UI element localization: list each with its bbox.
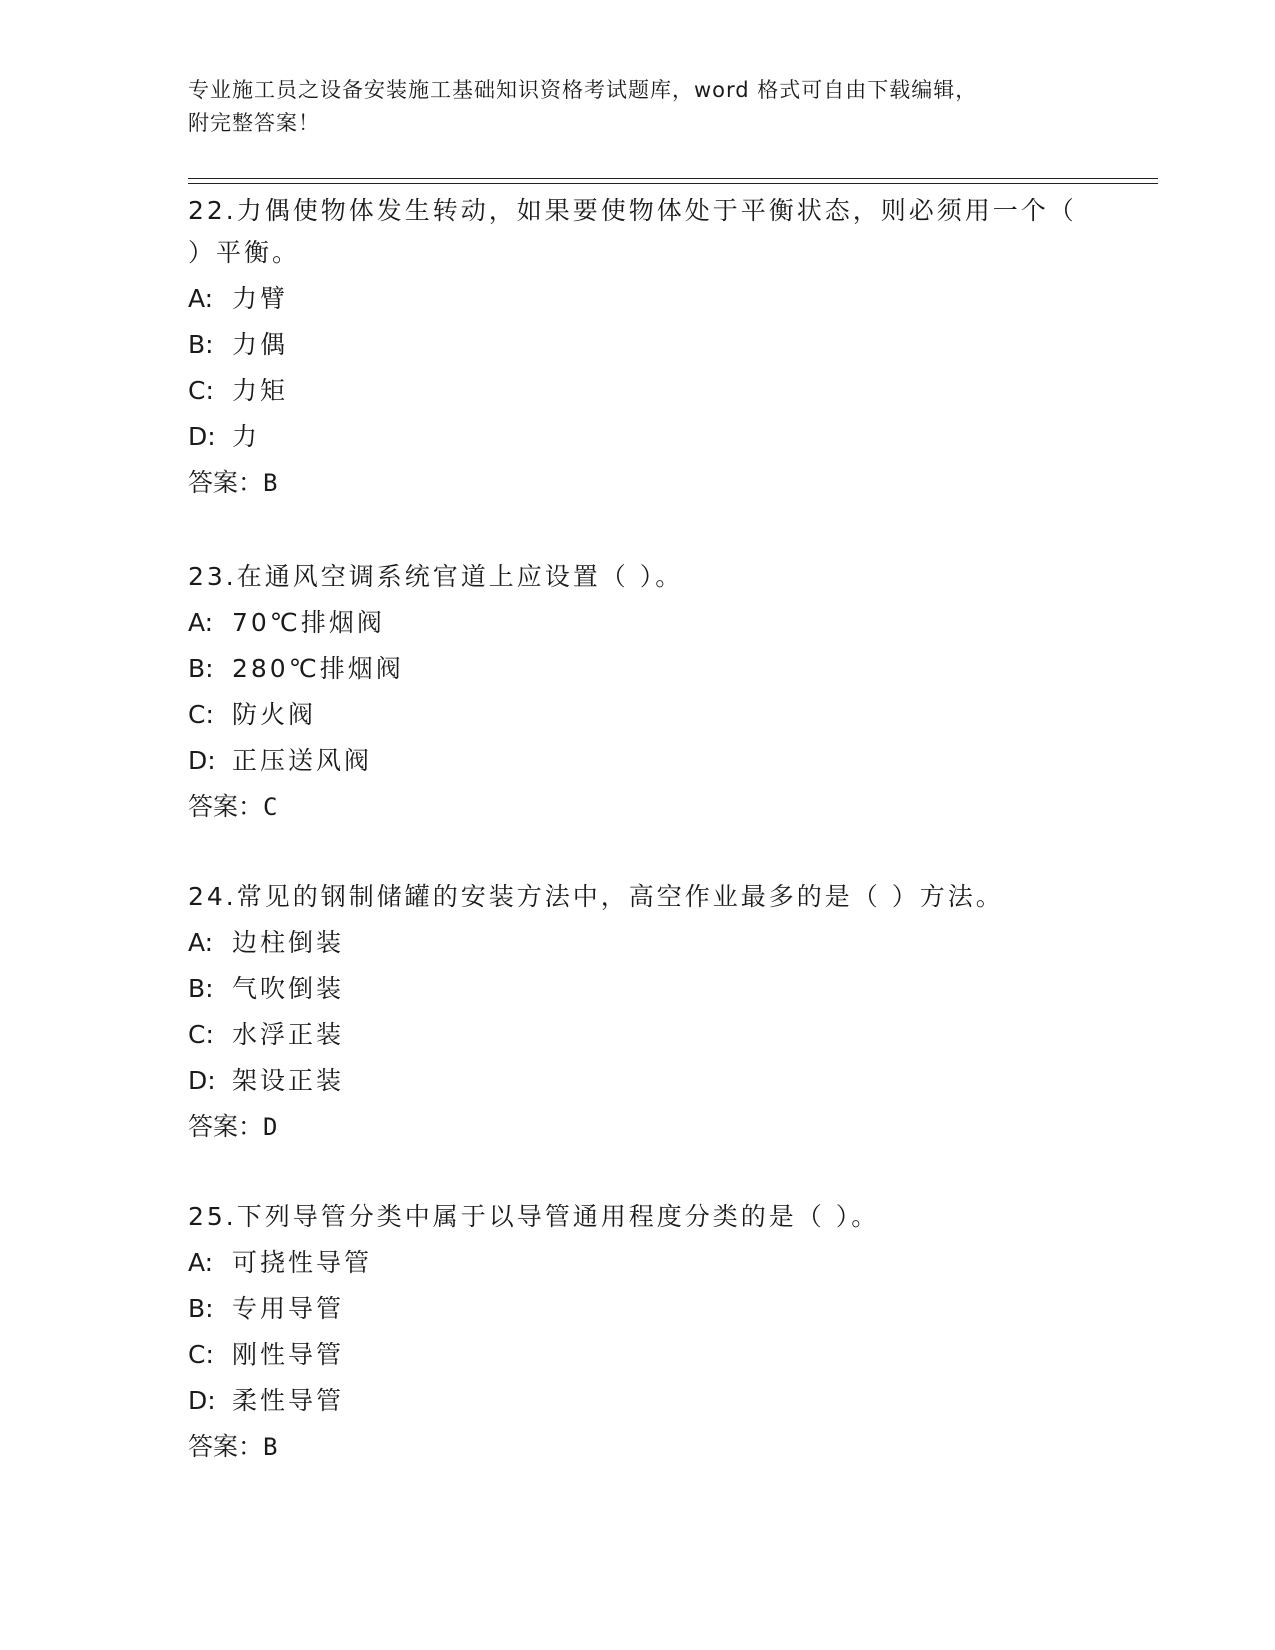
- option-c: [188, 1012, 1148, 1058]
- answer-label: 答案：: [188, 792, 264, 821]
- option-c: [188, 692, 1148, 738]
- question-24: [188, 876, 1148, 1150]
- option-key: A:: [188, 284, 214, 313]
- option-key: A:: [188, 608, 214, 637]
- option-key: C:: [188, 376, 214, 405]
- option-key: C:: [188, 700, 214, 729]
- question-stem: 22.力偶使物体发生转动，如果要使物体处于平衡状态，则必须用一个（ ）平衡。: [188, 196, 1077, 267]
- option-key: C:: [188, 1340, 214, 1369]
- option-b: [188, 1286, 1148, 1332]
- option-key: A:: [188, 928, 214, 957]
- option-text: 气吹倒装: [232, 974, 345, 1003]
- option-b: [188, 966, 1148, 1012]
- option-b: [188, 322, 1148, 368]
- option-text: 可挠性导管: [232, 1248, 373, 1277]
- answer-line: [188, 1104, 1148, 1150]
- option-key: B:: [188, 330, 214, 359]
- option-text: 刚性导管: [232, 1340, 345, 1369]
- option-text: 防火阀: [232, 700, 317, 729]
- option-key: D:: [188, 1386, 216, 1415]
- option-text: 力: [232, 422, 261, 451]
- answer-line: [188, 460, 1148, 506]
- question-22: [188, 190, 1148, 506]
- option-c: [188, 368, 1148, 414]
- answer-value: C: [263, 793, 278, 821]
- option-text: 柔性导管: [232, 1386, 345, 1415]
- option-a: [188, 920, 1148, 966]
- answer-value: B: [263, 1433, 278, 1461]
- header-line-2: 附完整答案！: [188, 111, 320, 135]
- option-key: D:: [188, 746, 216, 775]
- answer-label: 答案：: [188, 1112, 264, 1141]
- option-text: 边柱倒装: [232, 928, 345, 957]
- option-text: 280℃排烟阀: [232, 654, 404, 683]
- answer-label: 答案：: [188, 468, 264, 497]
- option-d: [188, 1378, 1148, 1424]
- option-a: [188, 600, 1148, 646]
- header-divider-bottom: [188, 183, 1158, 184]
- option-key: A:: [188, 1248, 214, 1277]
- option-text: 水浮正装: [232, 1020, 345, 1049]
- header-divider-top: [188, 178, 1158, 179]
- option-d: [188, 738, 1148, 784]
- question-25: [188, 1196, 1148, 1470]
- option-a: [188, 1240, 1148, 1286]
- option-key: B:: [188, 654, 214, 683]
- answer-value: D: [263, 1113, 278, 1141]
- option-text: 正压送风阀: [232, 746, 373, 775]
- option-text: 力矩: [232, 376, 289, 405]
- option-text: 力偶: [232, 330, 289, 359]
- question-stem: 24.常见的钢制储罐的安装方法中，高空作业最多的是（ ）方法。: [188, 882, 1004, 911]
- document-header: [188, 74, 1068, 140]
- option-a: [188, 276, 1148, 322]
- option-text: 70℃排烟阀: [232, 608, 385, 637]
- option-d: [188, 1058, 1148, 1104]
- option-c: [188, 1332, 1148, 1378]
- option-key: B:: [188, 974, 214, 1003]
- option-text: 专用导管: [232, 1294, 345, 1323]
- option-text: 力臂: [232, 284, 289, 313]
- option-text: 架设正装: [232, 1066, 345, 1095]
- option-key: B:: [188, 1294, 214, 1323]
- option-key: D:: [188, 422, 216, 451]
- option-d: [188, 414, 1148, 460]
- question-stem: 23.在通风空调系统官道上应设置（ ）。: [188, 562, 684, 591]
- question-23: [188, 556, 1148, 830]
- header-line-1: 专业施工员之设备安装施工基础知识资格考试题库，word 格式可自由下载编辑，: [188, 78, 978, 102]
- answer-line: [188, 784, 1148, 830]
- option-key: C:: [188, 1020, 214, 1049]
- answer-line: [188, 1424, 1148, 1470]
- option-key: D:: [188, 1066, 216, 1095]
- answer-value: B: [263, 469, 278, 497]
- question-stem: 25.下列导管分类中属于以导管通用程度分类的是（ ）。: [188, 1202, 880, 1231]
- answer-label: 答案：: [188, 1432, 264, 1461]
- option-b: [188, 646, 1148, 692]
